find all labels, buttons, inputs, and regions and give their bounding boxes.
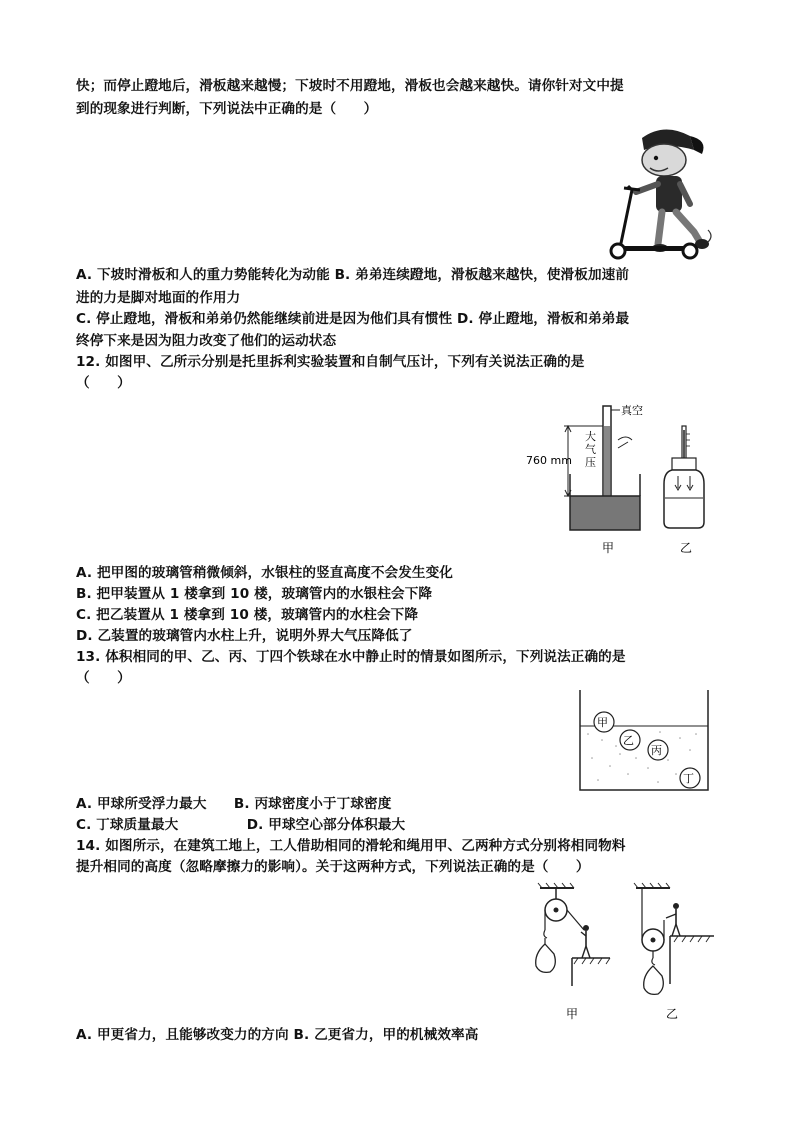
ball-ding-label: 丁 bbox=[683, 772, 694, 785]
air-pressure-label-1: 大 bbox=[585, 430, 596, 443]
fig-yi-label: 乙 bbox=[680, 541, 693, 555]
q14-pulley-figure bbox=[526, 880, 722, 1024]
ball-jia-label: 甲 bbox=[597, 716, 608, 729]
fig-jia-label: 甲 bbox=[602, 541, 615, 555]
vacuum-label: 真空 bbox=[621, 404, 643, 417]
q12-barometer-figure bbox=[518, 400, 718, 560]
q14-stem-line-2: 提升相同的高度（忽略摩擦力的影响）。关于这两种方式，下列说法正确的是（ ） bbox=[76, 859, 590, 875]
pulley-fig-jia-label: 甲 bbox=[566, 1007, 579, 1021]
q12-option-d: D. 乙装置的玻璃管内水柱上升，说明外界大气压降低了 bbox=[76, 628, 413, 644]
q12-stem-line-1: 12. 如图甲、乙所示分别是托里拆利实验装置和自制气压计，下列有关说法正确的是 bbox=[76, 354, 585, 370]
q13-option-a-b: A. 甲球所受浮力最大 B. 丙球密度小于丁球密度 bbox=[76, 796, 392, 812]
q12-stem-line-2: （ ） bbox=[76, 375, 131, 391]
ball-yi-label: 乙 bbox=[623, 734, 634, 747]
intro-line-2: 到的现象进行判断，下列说法中正确的是（ ） bbox=[76, 101, 378, 117]
q13-balls-in-water-figure bbox=[576, 688, 712, 794]
q14-option-a-b: A. 甲更省力，且能够改变力的方向 B. 乙更省力，甲的机械效率高 bbox=[76, 1027, 479, 1043]
q13-stem-line-1: 13. 体积相同的甲、乙、丙、丁四个铁球在水中静止时的情景如图所示，下列说法正确的是 bbox=[76, 649, 626, 665]
intro-line-1: 快；而停止蹬地后，滑板越来越慢；下坡时不用蹬地，滑板也会越来越快。请你针对文中提 bbox=[76, 78, 624, 94]
q11-option-c-d-line-1: C. 停止蹬地，滑板和弟弟仍然能继续前进是因为他们具有惯性 D. 停止蹬地，滑板和弟弟最 bbox=[76, 311, 630, 327]
scooter-boy-figure bbox=[598, 120, 716, 260]
q12-option-b: B. 把甲装置从 1 楼拿到 10 楼，玻璃管内的水银柱会下降 bbox=[76, 586, 433, 602]
ball-bing-label: 丙 bbox=[651, 744, 662, 757]
q11-option-c-d-line-2: 终停下来是因为阻力改变了他们的运动状态 bbox=[76, 333, 337, 349]
air-pressure-label-3: 压 bbox=[585, 456, 596, 469]
q11-option-a-b-line-1: A. 下坡时滑板和人的重力势能转化为动能 B. 弟弟连续蹬地，滑板越来越快，使滑板加速前 bbox=[76, 267, 630, 283]
760mm-label: 760 mm bbox=[526, 454, 572, 467]
q12-option-a: A. 把甲图的玻璃管稍微倾斜，水银柱的竖直高度不会发生变化 bbox=[76, 565, 454, 581]
q11-option-a-b-line-2: 进的力是脚对地面的作用力 bbox=[76, 290, 241, 306]
pulley-fig-yi-label: 乙 bbox=[666, 1007, 679, 1021]
q13-option-c-d: C. 丁球质量最大 D. 甲球空心部分体积最大 bbox=[76, 817, 406, 833]
q12-option-c: C. 把乙装置从 1 楼拿到 10 楼，玻璃管内的水柱会下降 bbox=[76, 607, 419, 623]
q14-stem-line-1: 14. 如图所示，在建筑工地上，工人借助相同的滑轮和绳用甲、乙两种方式分别将相同物料 bbox=[76, 838, 626, 854]
air-pressure-label-2: 气 bbox=[585, 443, 596, 456]
q13-stem-line-2: （ ） bbox=[76, 670, 131, 686]
